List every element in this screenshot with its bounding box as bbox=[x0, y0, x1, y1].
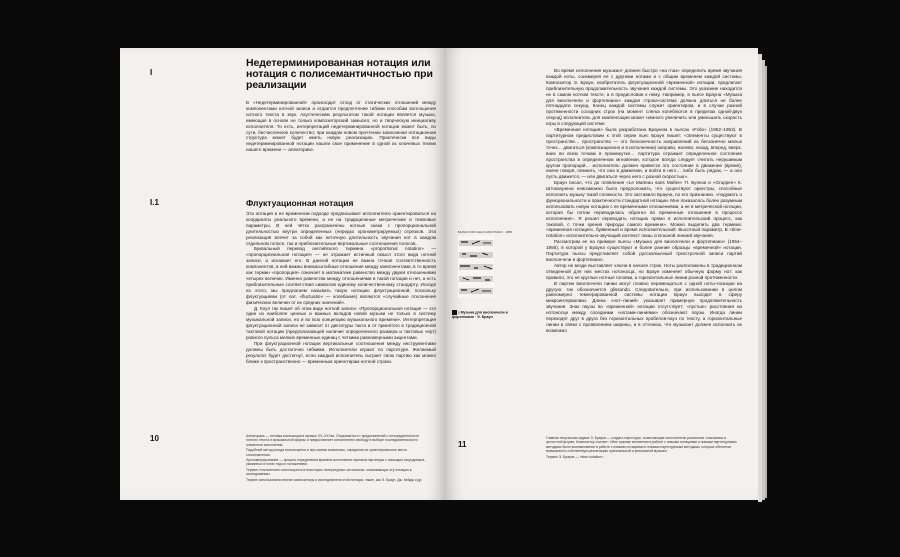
body-paragraph: Автор не везде выставляет ключи в начале строк. Ноты расположены в традиционном отведенной для них местах нотоносца, но Браун изменяет обычную форму нот: как правило, это не круглые нотные головки, а горизонтальные линии разной протяженности. bbox=[546, 262, 742, 280]
body-paragraph: При флуктуационной нотации вертикальные соотношения между инструментами должны быть достаточно гибкими. Исполнители играют по партитуре. Желаемый результат будет достигнут, если каждый исполнитель сыграет свою партию как можно ближе к пространственно — временным ориентирам нотной строки. bbox=[246, 340, 436, 364]
intro-paragraph: В «Недетерминированной» происходит отход от статических отношений между компонентами нотной записи и отдается предпочтение гибким способам воплощения нотного текста в звук. Акустическим результатом такой нотации является музыка, имеющая в основе не только композиторский замысел, но и творческую инициативу исполнителя. То есть, интерпретаций недетерминированной нотации может быть, по сути, бесчисленное количество; при каждом новом прочтении записанная нотационная структура может будет иметь новую реализацию. Практически все виды недетерминированной нотации нашли свое применение в одной из ключевых техник нашего времени — алеаторике. bbox=[246, 100, 436, 153]
subsection-marker: I.1 bbox=[150, 198, 159, 207]
body-paragraph: Эта нотация в ее временном подходе предписывает исполнителю ориентироваться на координаты реального времени, а не на традиционные метрические и темповые параметры. В ней чётко разграничены нотные знаки с пропорциональной длительностью внутри определенных (нередко хронометрируемых) отрезков. Эта реализация влечет за собой как неточную длительность звучания нот в каждом отдельном голосе, так и приблизительные вертикальные соотношения голосов. bbox=[246, 211, 436, 246]
page-number: 10 bbox=[150, 434, 159, 443]
body-text bbox=[546, 68, 742, 334]
right-page bbox=[446, 48, 758, 500]
figure-number: 1 bbox=[458, 310, 460, 315]
figure-header: MUSIC FOR CELLO AND PIANO · 1955 bbox=[458, 230, 513, 234]
footnote: Главная творческая задача Э. Брауна — создать партитуры, позволяющие исполнителю различные толкования в целостной форме. Композитор считает: «Мне нужные мгновения в работе с новыми нотациями и новыми партитурными методами было возникновение в работе с новыми нотациями и новыми партитурными методами, которые обеспечат возможность собственную реализацию оригинальной и уникальной музыки». bbox=[546, 436, 737, 454]
left-page bbox=[120, 48, 446, 500]
footnotes bbox=[246, 434, 431, 483]
music-score-figure bbox=[458, 230, 513, 298]
footnotes bbox=[546, 436, 742, 460]
body-text bbox=[246, 211, 436, 365]
page-number: 11 bbox=[458, 440, 467, 449]
subsection-title: Флуктуационная нотация bbox=[246, 198, 354, 208]
page-edge bbox=[765, 66, 767, 498]
score-notation bbox=[458, 236, 494, 298]
body-paragraph: Браун писал, что до появления «Le Marteau sans Maître» П. Булеза и «Gruppen» К. Штокхаузена невозможно было предположить, что существуют оркестры, способные исполнить музыку такой сложности. Это заставило Брауна, по его признанию, «подумать о функциональности и практичности стандартной нотации. Мне показалось более разумным использовать новую нотацию с ее временными отношениями, а не в метрической нотации, которая бы потом переводилась обратно во временные отношения в процессе исполнения». Я решил переводить нотацию прямо в исполнительский процесс, как таковой, с точки зрения природы самого времени». Можно выделить два термина: «временная нотация», буквенный и время исполнительский. Высотный параметр, В «time-notation» исполнительно-звучащий контекст лишь сплошной линией звучания. bbox=[546, 180, 742, 239]
footnote: Подобный метод иногда используется и при записи вокальных, определяя их ориентировочное место сопоставления. bbox=[246, 448, 408, 457]
body-paragraph: Рассмотрим ее на примере пьесы «Музыка для виолончели и фортепиано» (1954–1955), в которой у Брауна существуют и более ранние образцы «временной» нотации. Партитура пьесы представляет собой русскоязычный трехстрочной записи партий виолончели и фортепиано. bbox=[546, 239, 742, 262]
open-book bbox=[120, 48, 768, 501]
body-paragraph: Во время исполнения музыкант должен быстро «на глаз» определить время звучания каждой ноты, соизмеряя ее с другими нотами и с общим временем каждой системы. Композитор Э. Браун, изобретатель флуктуационной «временной» нотации, предлагает приблизительную продолжительность звучания каждой системы. Это указание находится не в самом нотном тексте, а в предисловии к нему. Например, в пьесе Брауна «Музыка для виолончели и фортепиано» каждая строка-система должна длиться не более пятнадцати секунд. Конец каждой системы служит ориентиром, и в случае разной протяженности соседних строк (на момент слегка колеблются в пределах одной-двух секунд) исполнитель для компенсации может немного увеличить или уменьшить скорость игры в следующей системе. bbox=[546, 68, 742, 127]
footnote: Алеаторика — техника композиции в музыке ХХ–ХХI вв. Открывается от представлений о неопределенности нотного текста и музыкальной формы и предоставляет исполнителю свободу в выборе последовательности элементов исполнения. bbox=[246, 434, 419, 447]
section-marker: I bbox=[150, 68, 153, 77]
figure-caption bbox=[452, 310, 512, 319]
footnote: Термин использовали многие композиторы и исследователи этой нотации, такие, как Э. Браун, Дж. Кейдж и др. bbox=[246, 477, 423, 482]
body-paragraph: В партии виолончели линии могут плавно перемещаться с одной ноты–позиции на другую: так обозначается glissando. Следовательно, при использовании в целом равномерно темперированной системы нотации Браун выходит в сферу микроинтервалики. Длина «нот–линий» указывает примерную продолжительность звучания. Знак паузы во «временной» нотации отсутствует: «пустые» расстояния на нотоносце между соседними «нотами-линиями» обозначают паузы. Иногда линии переходят друг в друга без горизонтальных пробелов-пауз по тексту, а горизонтальные линии в связи с проявлением ширины, и в оттенках, что музыкант должен исполнить их возможно bbox=[546, 280, 742, 333]
body-paragraph: Буквальный перевод английского термина «proportional notation» — «пропорциональная нотация» — не отражает истинный смысл этого вида нотной записи, а искажает его. В данной нотации не важна точная соответственность компонентов, в ней важны внемасштабные отношения между компонентами, в то время как термин «пропорция» означает в математике равенство между двумя отношениями четырех величин. Именно равенства между отношениями в такой нотации и нет, а есть приблизительные соответствия символов единому количественному стандарту. Исходя из этого, мы предлагаем называть такую нотацию флуктуационной, поскольку флуктуациями (от лат. «fluctuatio» — колебание) являются «случайные отклонения физических величин от их средних значений». bbox=[246, 246, 436, 305]
body-paragraph: Д. Коул так пишет об этом виде нотной записи: «Пропорциональная нотация — это один из наиболее ценных и важных вкладов новой музыки не только в систему музыкальной записи, но и во всю концепцию музыкального времени». Интерпретация флуктуационной записи не зависит от диктатуры такта и от принятого в традиционной тактовой нотации (предполагающей наличие определенного размера и тактовых черт) ровного пульса мелких временных единиц с четкими равномерными акцентами. bbox=[246, 305, 436, 341]
intro-text bbox=[246, 100, 436, 153]
body-paragraph: «Временная нотация» была разработана Брауном в пьесах «Folio» (1952–1953). В партитурном предисловии к этой серии пьес Браун пишет: «Элементы существуют в пространстве… пространство — это бесконечность направлений из бесконечно малых точек… двигаться (композиционно и в исполнении) направо, налево, назад, вперед, вверх, вниз во всем точкам в промежутке… партитура отражает определенное состояние пространства в определенном мгновении, которое всегда следует считать нерушимым кругом пропорций… исполнитель должен привести это состояние в движение (время), иначе говоря, помнить, что она в движении, и войти в него… либо быть рядом, — а оно пусть движется, — или двигаться через него с разной скоростью». bbox=[546, 127, 742, 180]
footnote: Хронометрирование — процесс определения времени исполнения отрезков партитуры с помощью секундомера, указанных в нотах над их положением. bbox=[246, 458, 426, 467]
footnote: Термин Э. Брауна — «time-notation». bbox=[546, 454, 605, 459]
footnote: Термин «отклонения» используется в некоторых литературных источниках, описывающих эту нотацию в исследованиях. bbox=[246, 467, 412, 477]
chapter-title: Недетерминированная нотация или нотация с полисемантичностью при реализации bbox=[246, 57, 433, 91]
figure-caption-text: Музыка для виолончели и фортепиано · Э. Браун bbox=[452, 310, 508, 319]
